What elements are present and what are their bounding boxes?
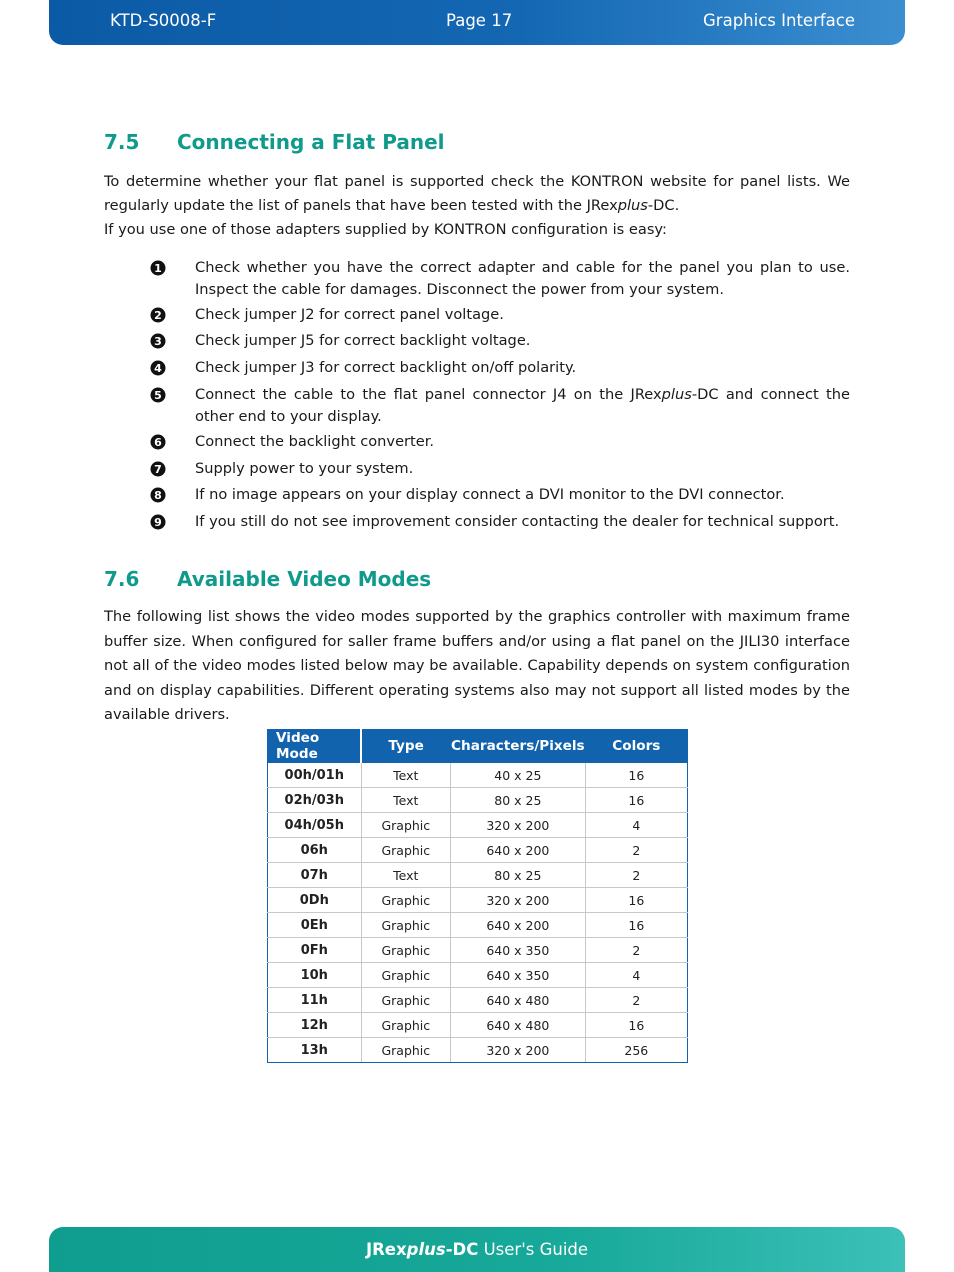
step-text: Connect the backlight converter. [195,433,435,450]
cell-colors: 4 [585,813,687,838]
doc-id: KTD-S0008-F [110,11,217,30]
cell-video-mode: 12h [268,1013,362,1038]
svg-text:7: 7 [154,463,162,476]
cell-pixels: 320 x 200 [451,1038,586,1063]
cell-type: Graphic [361,988,450,1013]
cell-pixels: 640 x 350 [451,938,586,963]
cell-type: Graphic [361,913,450,938]
cell-pixels: 40 x 25 [451,763,586,788]
cell-video-mode: 02h/03h [268,788,362,813]
step-text: Check whether you have the correct adapter and cable for the panel you plan to use. Inspect the cable for damages. Disconnect the power from your system. [195,259,850,298]
step-text: If no image appears on your display connect a DVI monitor to the DVI connector. [195,486,785,503]
table-row [268,1013,688,1038]
svg-text:2: 2 [154,309,162,322]
cell-type: Text [361,788,450,813]
cell-video-mode: 06h [268,838,362,863]
cell-colors: 2 [585,863,687,888]
svg-text:4: 4 [154,362,162,375]
step-text: Check jumper J5 for correct backlight voltage. [195,332,531,349]
step-text: Check jumper J2 for correct panel voltage. [195,306,504,323]
svg-text:9: 9 [154,516,162,529]
cell-colors: 2 [585,938,687,963]
cell-pixels: 640 x 350 [451,963,586,988]
column-header: Video Mode [268,730,362,763]
cell-type: Graphic [361,1013,450,1038]
cell-type: Text [361,863,450,888]
intro-text-2: If you use one of those adapters supplied by KONTRON configuration is easy: [104,221,667,238]
step-text: Supply power to your system. [195,460,414,477]
table-row [268,863,688,888]
step-text: If you still do not see improvement consider contacting the dealer for technical support. [195,513,840,530]
cell-video-mode: 11h [268,988,362,1013]
cell-colors: 2 [585,838,687,863]
cell-pixels: 640 x 480 [451,988,586,1013]
cell-type: Graphic [361,813,450,838]
numbered-circle-icon [148,484,170,506]
cell-colors: 16 [585,788,687,813]
cell-type: Graphic [361,888,450,913]
cell-pixels: 80 x 25 [451,788,586,813]
cell-pixels: 320 x 200 [451,813,586,838]
numbered-circle-icon [148,357,170,379]
page-footer [49,1227,905,1272]
cell-colors: 2 [585,988,687,1013]
heading-title: Connecting a Flat Panel [177,130,445,154]
cell-pixels: 320 x 200 [451,888,586,913]
cell-colors: 16 [585,888,687,913]
step-text: Check jumper J3 for correct backlight on/off polarity. [195,359,577,376]
table-row [268,938,688,963]
cell-colors: 16 [585,913,687,938]
table-row [268,963,688,988]
cell-type: Graphic [361,963,450,988]
table-row [268,813,688,838]
svg-text:5: 5 [154,389,162,402]
cell-video-mode: 0Dh [268,888,362,913]
cell-pixels: 640 x 200 [451,838,586,863]
cell-colors: 4 [585,963,687,988]
cell-type: Text [361,763,450,788]
heading-number: 7.6 [104,567,140,591]
svg-text:3: 3 [154,335,162,348]
svg-text:6: 6 [154,436,162,449]
table-row [268,838,688,863]
column-header: Colors [585,730,687,763]
table-row [268,763,688,788]
footer-title: JRexplus-DC User's Guide [365,1240,589,1259]
numbered-circle-icon [148,330,170,352]
intro-text-end: -DC. [647,197,680,214]
cell-video-mode: 04h/05h [268,813,362,838]
cell-colors: 16 [585,763,687,788]
heading-number: 7.5 [104,130,140,154]
cell-video-mode: 07h [268,863,362,888]
cell-video-mode: 0Fh [268,938,362,963]
table-row [268,788,688,813]
cell-video-mode: 10h [268,963,362,988]
step-text: Connect the cable to the flat panel connector J4 on the JRexplus-DC and connect the other end to your display. [195,386,850,425]
cell-type: Graphic [361,938,450,963]
section-name: Graphics Interface [703,11,855,30]
heading-7-5 [104,130,445,154]
table-row [268,1038,688,1063]
cell-colors: 16 [585,1013,687,1038]
numbered-circle-icon [148,257,170,279]
cell-colors: 256 [585,1038,687,1063]
heading-7-6 [104,567,431,591]
numbered-circle-icon [148,511,170,533]
table-row [268,888,688,913]
column-header: Type [361,730,450,763]
intro-text: To determine whether your flat panel is supported check the KONTRON website for panel lists. We regularly update the list of panels that have been tested with the JRex [104,173,850,214]
cell-type: Graphic [361,1038,450,1063]
table-body [268,763,688,1063]
video-modes-table [267,729,688,1063]
cell-type: Graphic [361,838,450,863]
cell-video-mode: 13h [268,1038,362,1063]
cell-video-mode: 0Eh [268,913,362,938]
svg-text:8: 8 [154,489,162,502]
page-header [49,0,905,45]
page-number: Page 17 [446,11,513,30]
column-header: Characters/Pixels [451,730,586,763]
heading-title: Available Video Modes [177,567,432,591]
table-header-row [268,730,688,763]
table-row [268,913,688,938]
cell-video-mode: 00h/01h [268,763,362,788]
cell-pixels: 640 x 480 [451,1013,586,1038]
cell-pixels: 80 x 25 [451,863,586,888]
intro-italic: plus [617,197,648,214]
video-modes-paragraph: The following list shows the video modes supported by the graphics controller with maximum frame buffer size. When configured for saller frame buffers and/or using a flat panel on the JILI30 interface not all of the video modes listed below may be available. Capability depends on system configuration and on display capabilities. Different operating systems also may not support all listed modes by the available drivers. [104,608,850,723]
intro-paragraph [104,170,850,242]
cell-pixels: 640 x 200 [451,913,586,938]
numbered-circle-icon [148,431,170,453]
numbered-circle-icon [148,384,170,406]
numbered-circle-icon [148,458,170,480]
svg-text:1: 1 [154,262,162,275]
numbered-circle-icon [148,304,170,326]
table-row [268,988,688,1013]
